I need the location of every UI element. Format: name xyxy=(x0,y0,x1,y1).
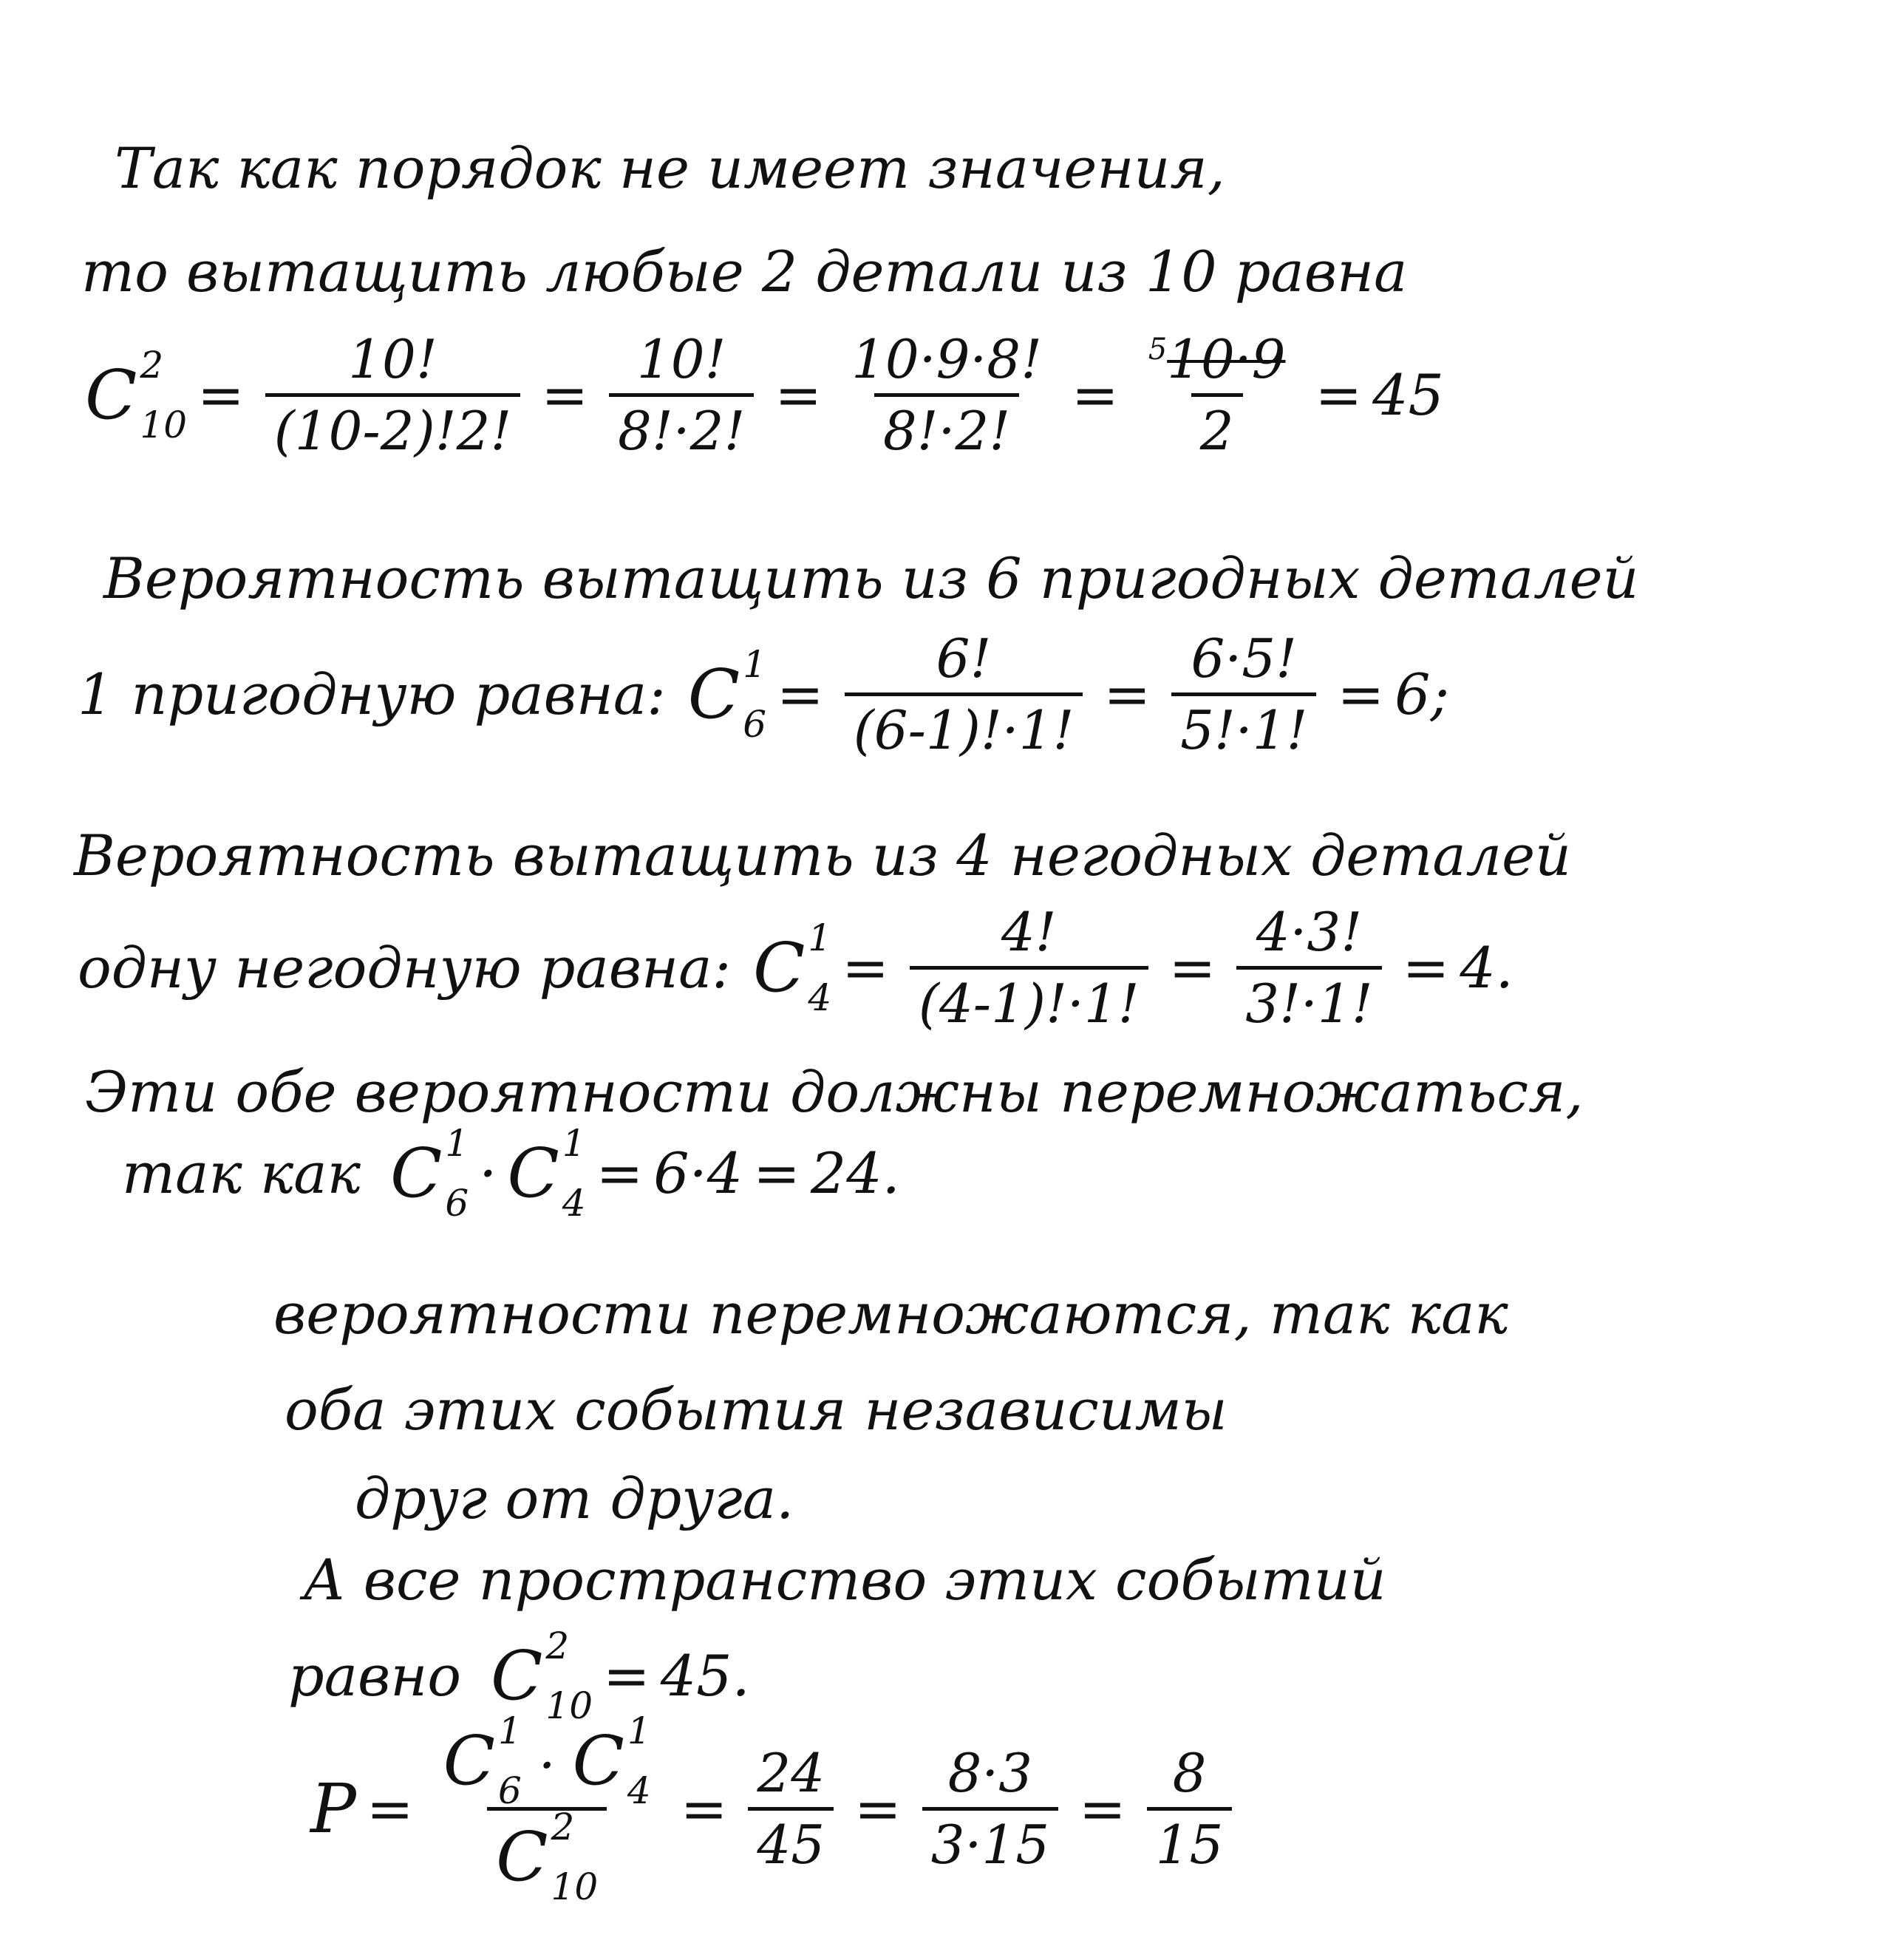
result: 45. xyxy=(660,1642,750,1709)
combination-c-10-2: C 2 10 xyxy=(85,344,188,446)
text-line-13: равно xyxy=(288,1642,462,1709)
equation-probability: P = C 1 6 · C 1 4 C 2 10 = $\frac{24}{45}$ = $\frac{8\cdot 3}{3\cdot 15}$ = $\frac{8}{15}$ xyxy=(310,1722,1242,1896)
text-line-6: одну негодную равна: xyxy=(78,934,731,1001)
text-line-3: Вероятность вытащить из 6 пригодных деталей xyxy=(103,545,1639,611)
fraction: $\frac{6\cdot 5!}{5!\cdot 1!}$ xyxy=(1171,632,1316,757)
fraction: $\frac{10\cdot 9\cdot 8!}{8!\cdot 2!}$ xyxy=(851,328,1043,462)
fraction: $\frac{4!}{(4-1)!\cdot 1!}$ xyxy=(910,905,1148,1030)
equation-product: так как C 1 6 · C 1 4 = 6·4 = 24. xyxy=(122,1122,900,1225)
fraction: $\frac{4\cdot 3!}{3!\cdot 1!}$ xyxy=(1236,905,1381,1030)
fraction: $\frac{^510\cdot 9}{2}$ xyxy=(1148,328,1286,462)
result: 45 xyxy=(1372,361,1444,428)
text-line-5: Вероятность вытащить из 4 негодных деталей xyxy=(74,823,1571,888)
equation-c-6-1: 1 пригодную равна: C 1 6 = $\frac{6!}{(6-1)!\cdot 1!}$ = $\frac{6\cdot 5!}{5!\cdot 1!}$ = 6; xyxy=(78,627,1450,761)
combination-c-6-1: C 1 6 xyxy=(687,643,766,746)
fraction: $\frac{6!}{(6-1)!\cdot 1!}$ xyxy=(845,632,1083,757)
text-line-2: то вытащить любые 2 детали из 10 равна xyxy=(81,239,1408,304)
text-line-11: друг от друга. xyxy=(355,1466,794,1531)
equation-c-10-2: C 2 10 = $\frac{10!}{(10-2)!2!}$ = $\frac{10!}{8!\cdot 2!}$ = $\frac{10\cdot 9\cdot 8!}{8!\cdot 2!}$ = $\frac{^510\cdot 9}{2}$ = 45 xyxy=(85,328,1444,462)
fraction: C 1 6 · C 1 4 C 2 10 xyxy=(443,1709,651,1908)
equation-sample-space: равно C 2 10 = 45. xyxy=(288,1624,750,1727)
equation-c-4-1: одну негодную равна: C 1 4 = $\frac{4!}{(4-1)!\cdot 1!}$ = $\frac{4\cdot 3!}{3!\cdot 1!}$ = 4. xyxy=(78,901,1513,1035)
text-line-10: оба этих события независимы xyxy=(285,1377,1227,1443)
fraction: $\frac{10!}{(10-2)!2!}$ xyxy=(265,333,521,457)
combination-c-4-1: C 1 4 xyxy=(752,916,832,1019)
result: 24. xyxy=(810,1140,900,1206)
text-line-8: так как xyxy=(122,1140,361,1206)
fraction: $\frac{24}{45}$ xyxy=(748,1746,834,1871)
result: 4. xyxy=(1460,934,1513,1001)
fraction: $\frac{10!}{8!\cdot 2!}$ xyxy=(609,333,754,457)
text-line-7: Эти обе вероятности должны перемножаться, xyxy=(85,1059,1584,1125)
result: 6; xyxy=(1395,661,1450,727)
text-line-1: Так как порядок не имеет значения, xyxy=(115,135,1225,201)
fraction-result: $\frac{8}{15}$ xyxy=(1147,1746,1233,1871)
text-line-9: вероятности перемножаются, так как xyxy=(273,1281,1508,1347)
text-line-12: А все пространство этих событий xyxy=(303,1547,1386,1613)
text-line-4: 1 пригодную равна: xyxy=(78,661,666,727)
fraction: $\frac{8\cdot 3}{3\cdot 15}$ xyxy=(922,1746,1058,1871)
